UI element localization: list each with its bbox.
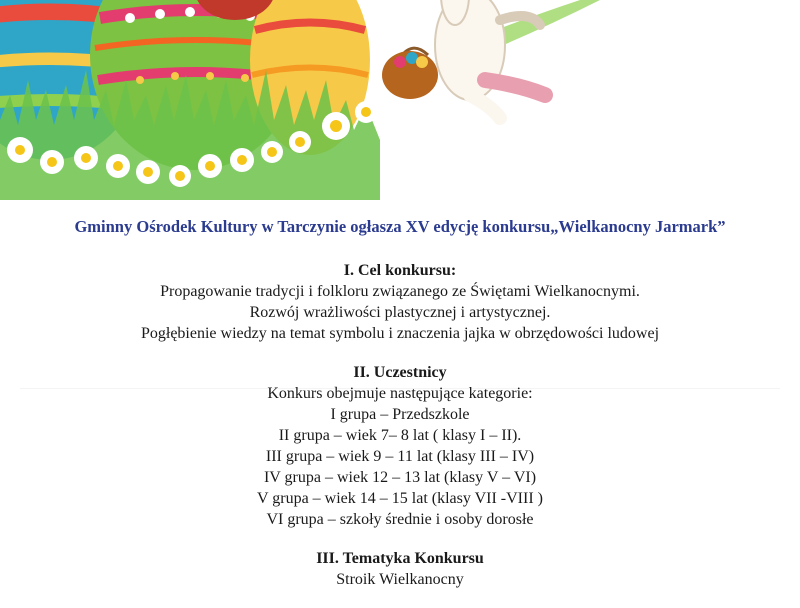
easter-bunny-illustration bbox=[382, 0, 545, 118]
announcement-headline: Gminny Ośrodek Kultury w Tarczynie ogłasza XV edycję konkursu„Wielkanocny Jarmark” bbox=[74, 217, 726, 236]
section-line: Rozwój wrażliwości plastycznej i artystycznej. bbox=[249, 304, 551, 321]
section-line: III grupa – wiek 9 – 11 lat (klasy III – IV) bbox=[265, 448, 535, 465]
section-line: Pogłębienie wiedzy na temat symbolu i znaczenia jajka w obrzędowości ludowej bbox=[140, 325, 660, 342]
section-line: Stroik Wielkanocny bbox=[336, 571, 464, 588]
section-title: II. Uczestnicy bbox=[353, 364, 447, 381]
section-theme bbox=[0, 548, 800, 590]
section-line: II grupa – wiek 7– 8 lat ( klasy I – II). bbox=[278, 427, 522, 444]
section-line: V grupa – wiek 14 – 15 lat (klasy VII -VIII ) bbox=[256, 490, 543, 507]
section-participants bbox=[0, 362, 800, 530]
section-line: I grupa – Przedszkole bbox=[330, 406, 470, 423]
easter-basket-illustration bbox=[382, 48, 438, 99]
section-line: Propagowanie tradycji i folkloru związanego ze Świętami Wielkanocnymi. bbox=[160, 283, 640, 300]
section-goal bbox=[0, 260, 800, 344]
easter-banner bbox=[0, 0, 800, 200]
section-title: III. Tematyka Konkursu bbox=[316, 550, 484, 567]
section-line: VI grupa – szkoły średnie i osoby dorosłe bbox=[266, 511, 534, 528]
announcement-body bbox=[0, 216, 800, 608]
section-line: IV grupa – wiek 12 – 13 lat (klasy V – VI) bbox=[263, 469, 537, 486]
section-line: Konkurs obejmuje następujące kategorie: bbox=[267, 385, 533, 402]
section-title: I. Cel konkursu: bbox=[343, 262, 457, 279]
